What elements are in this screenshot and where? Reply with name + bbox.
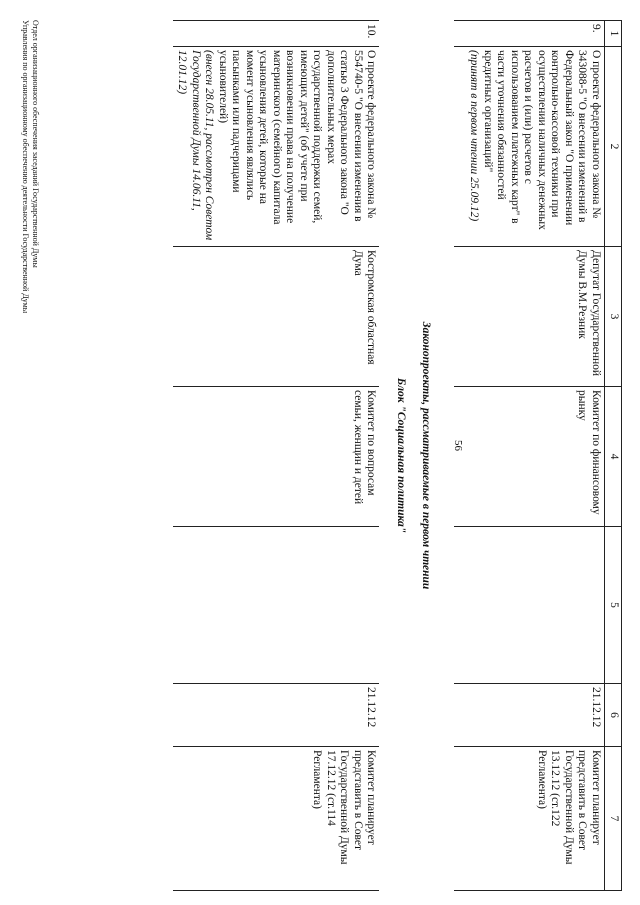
bill-note: (внесен 28.05.11, рассмотрен Советом Государственной Думы 14.06.11, 12.01.12) (176, 50, 216, 241)
block-heading: Блок "Социальная политика" (395, 377, 407, 534)
page-number: 56 (452, 440, 464, 451)
column-header: 7 (605, 747, 622, 891)
block-heading-row (380, 21, 418, 891)
bill-title: О проекте федерального закона № 343088-5 "О внесении изменений в Федеральный закон "О применении контрольно-кассовой техники при осуществлении наличных денежных расчетов и (или) расчетов с использованием платежных карт" в части уточнения обязанностей кредитных организаций" (482, 50, 602, 230)
footer-line: Управления по организационному обеспечению деятельности Государственной Думы (21, 20, 30, 314)
bill-cell (173, 47, 380, 247)
column-header: 1 (605, 21, 622, 47)
initiator: Депутат Государственной Думы В.М.Резник (455, 247, 605, 387)
footer (20, 20, 40, 313)
agenda-table (173, 20, 622, 891)
column-header: 3 (605, 247, 622, 387)
initiator: Костромская областная Дума (173, 247, 380, 387)
row-number: 9. (455, 21, 605, 47)
col5-value (455, 527, 605, 684)
plan: Комитет планирует представить в Совет Государственной Думы 17.12.12 (ст.114 Регламента) (173, 747, 380, 891)
committee: Комитет по вопросам семьи, женщин и детей (173, 387, 380, 527)
committee: Комитет по финансовому рынку (455, 387, 605, 527)
review-date: 21.12.12 (173, 684, 380, 747)
section-heading: Законопроекты, рассматриваемые в первом чтении (420, 321, 433, 590)
column-header: 2 (605, 47, 622, 247)
column-number-header (605, 21, 622, 891)
plan: Комитет планирует представить в Совет Государственной Думы 13.12.12 (ст.122 Регламента) (455, 747, 605, 891)
col5-value (173, 527, 380, 684)
table-row (173, 21, 380, 891)
column-header: 5 (605, 527, 622, 684)
footer-line: Отдел организационного обеспечения заседаний Государственной Думы (31, 20, 40, 268)
column-header: 4 (605, 387, 622, 527)
bill-note: (принят в первом чтении 25.09.12) (468, 50, 481, 222)
column-header: 6 (605, 684, 622, 747)
row-number: 10. (173, 21, 380, 47)
table-row (455, 21, 605, 891)
bill-cell (455, 47, 605, 247)
section-heading-row (417, 21, 455, 891)
review-date: 21.12.12 (455, 684, 605, 747)
bill-title: О проекте федерального закона № 554740-5 "О внесении изменения в статью 3 Федерального закона "О дополнительных мерах государственной поддержки семей, имеющих детей" (об учете при возникновении права на получение материнского (семейного) капитала усыновления детей, которые на момент усыновления являлись пасынками или падчерицами усыновителей) (217, 50, 378, 225)
